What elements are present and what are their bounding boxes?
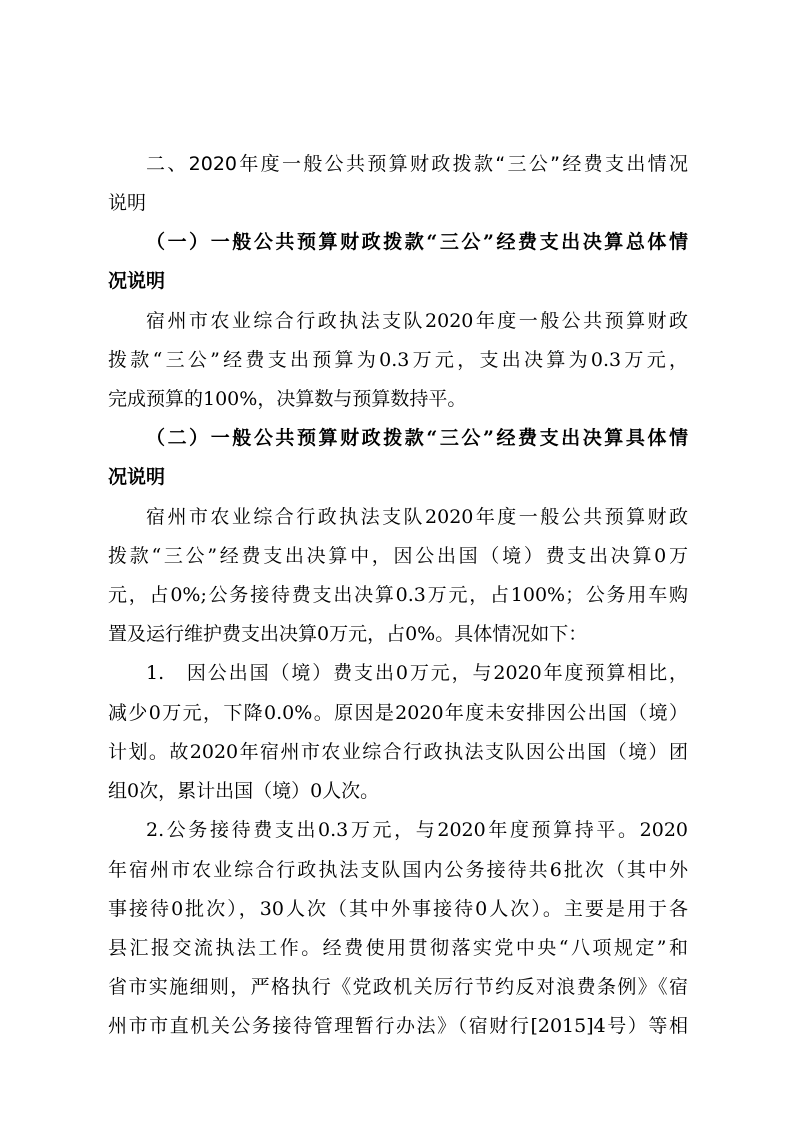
subheading-1: （一）一般公共预算财政拨款“三公”经费支出决算总体情 — [146, 231, 688, 253]
paragraph-line: 1. 因公出国（境）费支出0万元，与2020年度预算相比， — [146, 662, 688, 684]
paragraph-line: 宿州市农业综合行政执法支队2020年度一般公共预算财政 — [146, 310, 688, 332]
paragraph-line: 置及运行维护费支出决算0万元，占0%。具体情况如下： — [108, 623, 588, 645]
subheading-2-cont: 况说明 — [108, 466, 166, 488]
paragraph-line: 宿州市农业综合行政执法支队2020年度一般公共预算财政 — [146, 506, 688, 528]
paragraph-line: 年宿州市农业综合行政执法支队国内公务接待共6批次（其中外 — [108, 859, 688, 881]
paragraph-line: 组0次，累计出国（境）0人次。 — [108, 780, 380, 802]
subheading-1-cont: 况说明 — [108, 270, 166, 292]
paragraph-line: 完成预算的100%，决算数与预算数持平。 — [108, 388, 467, 410]
paragraph-line: 拨款“三公”经费支出预算为0.3万元，支出决算为0.3万元， — [108, 349, 688, 371]
paragraph-line: 县汇报交流执法工作。经费使用贯彻落实党中央“八项规定”和 — [108, 937, 688, 959]
paragraph-line: 省市实施细则，严格执行《党政机关厉行节约反对浪费条例》《宿 — [108, 976, 688, 998]
section-heading: 二、2020年度一般公共预算财政拨款“三公”经费支出情况 — [146, 153, 688, 175]
paragraph-line: 计划。故2020年宿州市农业综合行政执法支队因公出国（境）团 — [108, 741, 688, 763]
paragraph-line: 州市市直机关公务接待管理暂行办法》（宿财行[2015]4号）等相 — [108, 1015, 688, 1037]
paragraph-line: 拨款“三公”经费支出决算中，因公出国（境）费支出决算0万 — [108, 545, 688, 567]
paragraph-line: 事接待0批次），30人次（其中外事接待0人次）。主要是用于各 — [108, 898, 688, 920]
section-heading-cont: 说明 — [108, 192, 147, 214]
paragraph-line: 2.公务接待费支出0.3万元，与2020年度预算持平。2020 — [146, 819, 688, 841]
paragraph-line: 元，占0%;公务接待费支出决算0.3万元，占100%；公务用车购 — [108, 584, 688, 606]
paragraph-line: 减少0万元，下降0.0%。原因是2020年度未安排因公出国（境） — [108, 702, 688, 724]
subheading-2: （二）一般公共预算财政拨款“三公”经费支出决算具体情 — [146, 427, 688, 449]
